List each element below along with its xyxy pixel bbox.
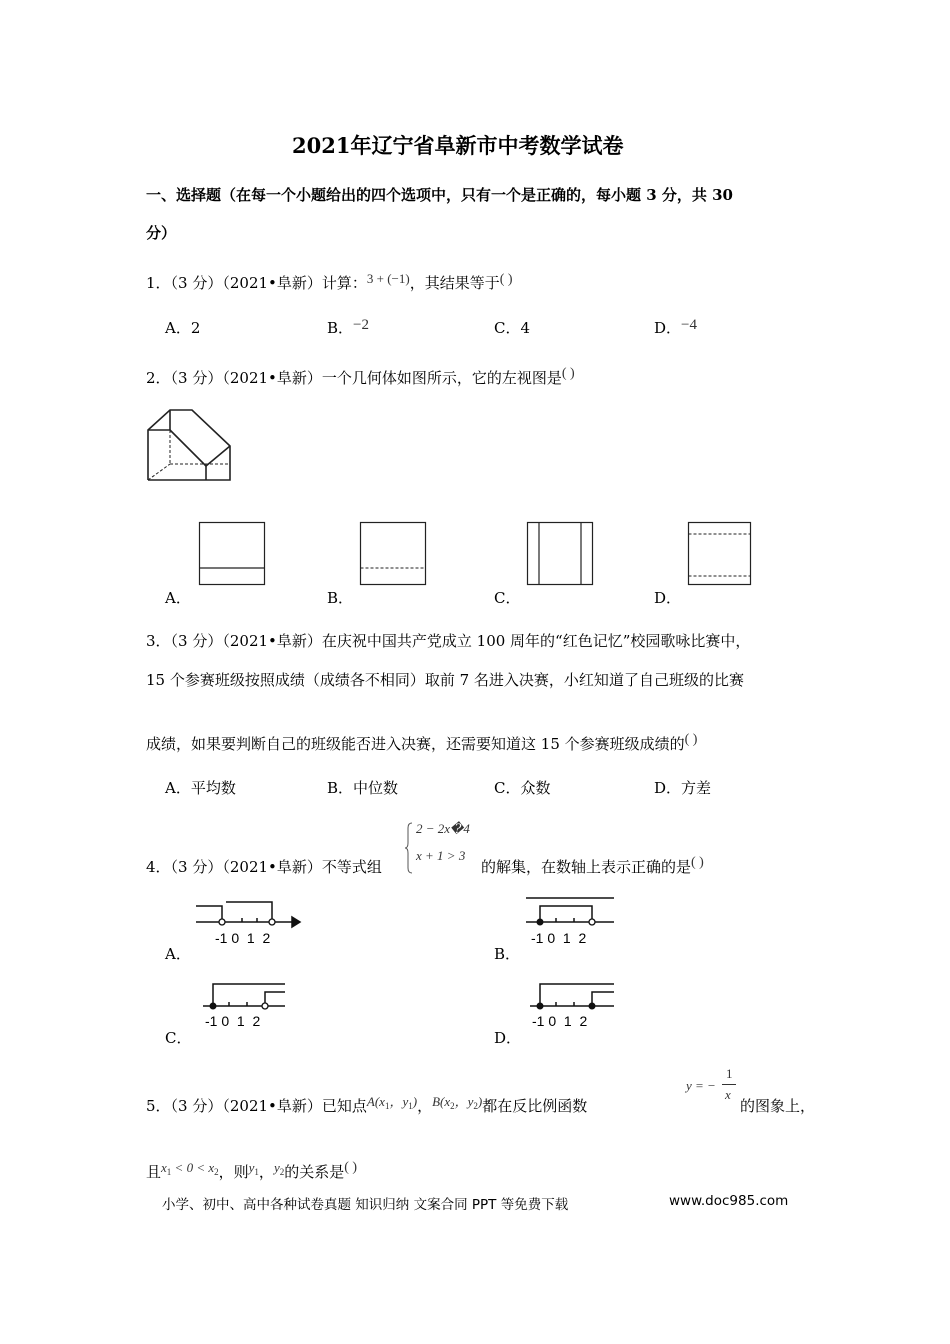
q1-option-d [654,317,697,338]
tick-label: 1 [236,1013,245,1029]
q5-y2 [274,1160,284,1175]
q5-line1 [146,1095,587,1116]
q5-point-a-head: A(x [366,1094,385,1109]
q5-line2-mid: ，则 [218,1163,249,1181]
q4-option-b-ticks [531,930,586,946]
q5-point-b [432,1094,482,1109]
q5-cond-mid: < 0 < x [171,1160,215,1175]
q5-answer-paren: ( ) [344,1160,358,1175]
q3-line2: 15 个参赛班级按照成绩（成绩各不相同）取前 7 名进入决赛，小红知道了自己班级的比赛 [146,671,744,689]
q5-point-a-sub2: 1 [408,1101,413,1111]
tick-label: -1 [205,1013,218,1029]
tick-label: 0 [548,1013,557,1029]
q1-expression: 3 + (−1) [366,271,410,286]
q1-option-b [327,317,369,338]
q5-line2 [146,1161,357,1182]
q5-point-b-sub2: 2 [473,1101,478,1111]
q5-function-denominator: x [725,1087,731,1102]
q4-option-d-ticks [532,1013,587,1029]
tick-label: 1 [246,930,255,946]
q4-option-c-label: C． [165,1029,192,1047]
q1-option-b-value: −2 [353,317,369,333]
page-title: 2021年辽宁省阜新市中考数学试卷 [292,133,624,158]
q2-option-a-figure [199,522,266,586]
tick-label: -1 [531,930,544,946]
q2-option-b-figure [360,522,427,586]
q5-line2-suffix: 的关系是 [284,1163,345,1181]
q5-y1 [249,1160,259,1175]
q5-point-a-end: ) [412,1094,418,1109]
q4-inequality-2: x + 1 > 3 [416,848,466,863]
q1-stem-suffix: ，其结果等于 [409,274,500,292]
q5-condition [161,1160,219,1175]
q3-option-c: C．众数 [494,779,551,797]
q2-stem-text: 2．（3 分）（2021•阜新）一个几何体如图所示，它的左视图是 [146,369,562,387]
q4-answer-paren: ( ) [691,855,704,870]
q5-point-b-mid: ，y [454,1094,474,1109]
q5-point-a-mid: ，y [389,1094,409,1109]
q1-stem-prefix: 1．（3 分）（2021•阜新）计算： [146,274,367,292]
q2-option-b-label: B． [327,589,354,607]
q5-point-b-sub1: 2 [450,1101,455,1111]
q5-point-b-head: B(x [432,1094,451,1109]
q1-option-d-value: −4 [681,317,697,333]
q5-cond-x1: x [161,1160,167,1175]
footer-link[interactable]: www.doc985.com [669,1193,789,1209]
q4-stem-suffix: 的解集，在数轴上表示正确的是 [481,858,692,876]
q4-option-d-label: D． [494,1029,522,1047]
q1-option-a: A．2 [165,319,201,337]
q5-point-b-end: ) [477,1094,483,1109]
q2-solid-figure [146,408,236,483]
tick-label: 1 [562,930,571,946]
q5-mid-text: 都在反比例函数 [482,1097,588,1115]
q4-stem-prefix: 4．（3 分）（2021•阜新）不等式组 [146,858,382,876]
q3-line1: 3．（3 分）（2021•阜新）在庆祝中国共产党成立 100 周年的“红色记忆”校园歌咏比赛中， [146,632,751,650]
q5-cond-sub1: 1 [166,1167,172,1177]
tick-label: -1 [215,930,228,946]
q5-y1-head: y [248,1160,255,1175]
q3-option-d: D．方差 [654,779,712,797]
q5-cond-sub2: 2 [214,1167,219,1177]
q5-sep: ， [258,1163,274,1181]
q4-option-c-ticks [205,1013,260,1029]
q5-line2-prefix: 且 [146,1163,162,1181]
tick-label: 2 [252,1013,261,1029]
tick-label: 0 [221,1013,230,1029]
tick-label: 2 [578,930,587,946]
q5-y1-sub: 1 [254,1167,259,1177]
q4-brace [405,822,413,874]
q1-option-d-label: D． [654,319,682,337]
q5-y2-head: y [273,1160,280,1175]
section-heading-line2: 分） [146,224,177,242]
q3-option-a: A．平均数 [165,779,236,797]
q2-stem [146,367,575,388]
q2-option-a-label: A． [165,589,191,607]
q4-option-a-ticks [215,930,270,946]
q1-answer-paren: ( ) [499,272,513,287]
q5-point-a-sub1: 1 [384,1101,390,1111]
q1-stem [146,272,513,293]
q4-option-b-label: B． [494,945,521,963]
q2-answer-paren: ( ) [561,366,575,381]
q3-answer-paren: ( ) [684,732,698,747]
q1-option-c: C．4 [494,319,531,337]
q4-stem-suffix-wrap [481,856,704,877]
tick-label: 1 [563,1013,572,1029]
q5-function-numerator: 1 [726,1066,733,1081]
q1-option-b-label: B． [327,319,354,337]
q5-stem-prefix: 5．（3 分）（2021•阜新）已知点 [146,1097,367,1115]
tick-label: 2 [262,930,271,946]
q3-line3-text: 成绩，如果要判断自己的班级能否进入决赛，还需要知道这 15 个参赛班级成绩的 [146,735,685,753]
q5-function-lhs: y = − [686,1078,716,1093]
q2-option-d-label: D． [654,589,682,607]
q5-end-text: 的图象上， [740,1097,816,1115]
tick-label: 0 [547,930,556,946]
q5-fraction-bar [722,1084,736,1085]
q4-inequality-1: 2 − 2x�4 [416,821,470,836]
q3-line3 [146,733,697,754]
q2-option-c-label: C． [494,589,521,607]
footer-text: 小学、初中、高中各种试卷真题 知识归纳 文案合同 PPT 等免费下载 [162,1197,569,1213]
q5-comma: ， [417,1097,433,1115]
tick-label: 2 [579,1013,588,1029]
tick-label: -1 [532,1013,545,1029]
q2-option-c-figure [527,522,594,586]
q5-point-a [367,1094,417,1109]
q5-y2-sub: 2 [279,1167,285,1177]
q2-option-d-figure [688,522,755,586]
q4-option-a-label: A． [165,945,191,963]
tick-label: 0 [231,930,240,946]
section-heading-line1: 一、选择题（在每一个小题给出的四个选项中，只有一个是正确的，每小题 3 分，共 30 [146,186,733,204]
q3-option-b: B．中位数 [327,779,399,797]
